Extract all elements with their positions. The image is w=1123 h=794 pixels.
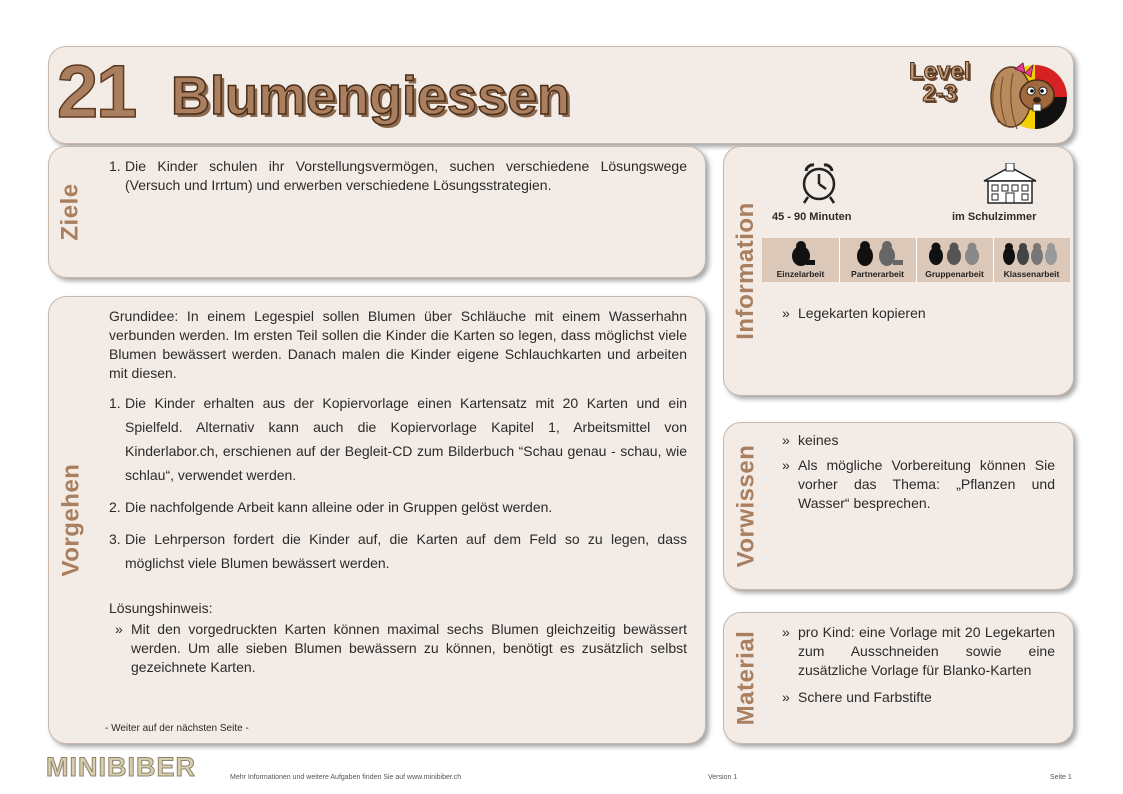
minibiber-logo: MINIBIBER [46, 752, 196, 782]
beaver-silhouette-icon [851, 240, 905, 268]
bullet-marker: » [782, 432, 790, 448]
item-text: Die nachfolgende Arbeit kann alleine oder in Gruppen gelöst werden. [125, 499, 553, 515]
item-text: Schere und Farbstifte [798, 689, 932, 705]
alarm-clock-icon [798, 159, 840, 205]
list-item [109, 391, 687, 487]
header-panel [48, 46, 1074, 144]
steps-list [109, 391, 687, 575]
ziele-panel [48, 146, 706, 278]
material-label: Material [732, 630, 760, 726]
item-text: Die Kinder erhalten aus der Kopiervorlage einen Kartensatz mit 20 Karten und ein Spielfeld. Alternativ kann auch die Kopiervorlage Kapitel 1, Arbeitsmittel von Kinderlabor.ch, erschienen auf der Begleit-CD zum Bilderbuch “Schau genau - schau, wie schlau“, verwendet werden. [125, 395, 687, 483]
beaver-silhouette-icon [999, 240, 1065, 268]
information-label: Information [732, 202, 759, 340]
ziele-list [109, 157, 687, 195]
item-text: Die Kinder schulen ihr Vorstellungsvermögen, suchen verschiedene Lösungswege (Versuch und Irrtum) und erwerben verschiedene Lösungsstrategien. [125, 158, 687, 193]
item-text: Die Lehrperson fordert die Kinder auf, die Karten auf dem Feld so zu legen, dass möglichst viele Blumen bewässert werden. [125, 531, 687, 571]
beaver-logo-icon [985, 53, 1067, 135]
vorgehen-label: Vorgehen [57, 463, 84, 577]
work-form-klasse [993, 238, 1070, 282]
work-form-partner [839, 238, 916, 282]
item-number: 1. [109, 395, 121, 411]
list-item [776, 456, 1055, 513]
item-number: 3. [109, 531, 121, 547]
vorwissen-panel [723, 422, 1074, 590]
item-text: Legekarten kopieren [798, 305, 926, 321]
item-number: 1. [109, 158, 121, 174]
page-title: Blumengiessen [171, 66, 571, 126]
list-item [109, 495, 687, 519]
material-panel [723, 612, 1074, 744]
hint-title: Lösungshinweis: [109, 600, 213, 616]
list-item [776, 431, 1055, 450]
list-item [776, 305, 926, 321]
duration-text: 45 - 90 Minuten [772, 211, 852, 223]
location-text: im Schulzimmer [952, 211, 1037, 223]
list-item [109, 157, 687, 195]
list-item [109, 620, 687, 677]
footer-version: Version 1 [708, 774, 738, 781]
level-word: Level [909, 58, 971, 85]
bullet-marker: » [782, 624, 790, 640]
item-text: keines [798, 432, 839, 448]
work-form-label: Partnerarbeit [851, 269, 904, 279]
bullet-marker: » [782, 689, 790, 705]
continue-note: - Weiter auf der nächsten Seite - [105, 723, 249, 734]
school-building-icon [978, 163, 1042, 207]
vorgehen-panel [48, 296, 706, 744]
level-badge [909, 58, 971, 107]
vorwissen-label: Vorwissen [732, 444, 760, 568]
footer-page: Seite 1 [1050, 774, 1072, 781]
work-form-label: Klassenarbeit [1003, 269, 1060, 279]
beaver-silhouette-icon [786, 240, 816, 268]
bullet-marker: » [782, 457, 790, 473]
footer-info: Mehr Informationen und weitere Aufgaben finden Sie auf www.minibiber.ch [230, 774, 462, 781]
work-form-label: Einzelarbeit [776, 269, 825, 279]
level-range: 2-3 [922, 80, 958, 107]
list-item [109, 527, 687, 575]
item-text: pro Kind: eine Vorlage mit 20 Legekarten zum Ausschneiden sowie eine zusätzliche Vorlage für Blanko-Karten [798, 624, 1055, 678]
task-number: 21 [57, 50, 136, 133]
work-form-gruppe [916, 238, 993, 282]
bullet-marker: » [115, 621, 123, 637]
item-number: 2. [109, 499, 121, 515]
bullet-marker: » [782, 305, 790, 321]
beaver-silhouette-icon [924, 240, 986, 268]
ziele-label: Ziele [57, 183, 85, 241]
work-form-einzel [762, 238, 839, 282]
list-item [776, 623, 1055, 680]
work-forms-band [762, 238, 1070, 282]
item-text: Mit den vorgedruckten Karten können maximal sechs Blumen gleichzeitig bewässert werden. Um alle sieben Blumen bewässern zu können, benötigt es zusätzlich selbst gezeichnete Karten. [131, 621, 687, 675]
list-item [776, 688, 1055, 707]
intro-paragraph: Grundidee: In einem Legespiel sollen Blumen über Schläuche mit einem Wasserhahn verbunden werden. Im ersten Teil sollen die Kinder die Karten so legen, dass möglichst viele Blumen bewässert werden. Danach malen die Kinder eigene Schlauchkarten und arbeiten mit diesen. [109, 308, 687, 381]
work-form-label: Gruppenarbeit [925, 269, 984, 279]
item-text: Als mögliche Vorbereitung können Sie vorher das Thema: „Pflanzen und Wasser“ besprechen. [798, 457, 1055, 511]
